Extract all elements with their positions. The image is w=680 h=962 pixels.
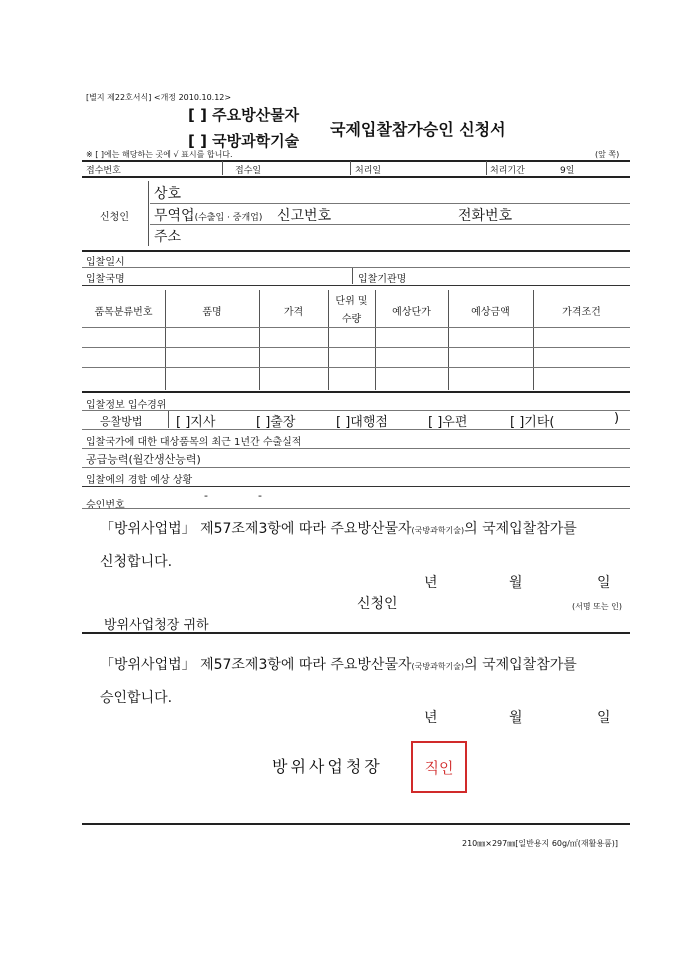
table-row [82, 347, 630, 348]
divider [222, 161, 223, 175]
divider [82, 632, 630, 634]
divider [82, 448, 630, 449]
report-number-field[interactable]: 신고번호 [277, 208, 332, 224]
approval-number-label: 승인번호 [86, 500, 125, 511]
page-side: (앞 쪽) [595, 150, 620, 159]
method-other-close: ) [614, 411, 620, 426]
divider [82, 429, 630, 430]
process-period-value: 9일 [560, 166, 575, 176]
competition-field[interactable]: 입찰에의 경합 예상 상황 [86, 475, 193, 486]
authority-name: 방위사업청장 [272, 757, 383, 776]
table-header-cell: 예상금액 [471, 307, 510, 318]
divider [350, 161, 351, 175]
approval-small-text: (국방과학기술) [411, 662, 465, 671]
process-period-label: 처리기간 [490, 166, 525, 176]
trade-sub-label: (수출입 · 중개업) [194, 213, 263, 223]
divider [82, 160, 630, 162]
divider [150, 224, 630, 225]
paper-spec: 210㎜×297㎜[일반용지 60g/㎡(재활용품)] [462, 839, 619, 848]
application-text-1: 「방위사업법」 제57조제3항에 따라 주요방산물자 [100, 521, 412, 537]
form-number: [별지 제22호서식] <개정 2010.10.12> [86, 93, 232, 102]
seal-label: 직인 [424, 758, 454, 777]
table-header-cell: 품명 [202, 307, 222, 318]
info-source-field[interactable]: 입찰정보 입수경위 [86, 400, 167, 411]
trade-field[interactable] [154, 205, 262, 225]
approval-year[interactable]: 년 [424, 710, 438, 726]
recipient-label: 방위사업청장 귀하 [104, 618, 209, 633]
application-day[interactable]: 일 [597, 575, 611, 591]
checkbox-note: ※ [ ]에는 해당하는 곳에 √ 표시를 합니다. [86, 150, 233, 159]
method-other-checkbox[interactable]: [ ]기타( [510, 415, 555, 430]
applicant-signature-label: 신청인 [357, 596, 398, 612]
table-header-cell: 가격조건 [562, 307, 601, 318]
method-mail-checkbox[interactable]: [ ]우편 [428, 415, 468, 430]
divider [82, 486, 630, 487]
receipt-date-label: 접수일 [235, 166, 262, 176]
bid-country-field[interactable]: 입찰국명 [86, 274, 125, 285]
export-record-field[interactable]: 입찰국가에 대한 대상품목의 최근 1년간 수출실적 [86, 437, 302, 448]
bid-method-label: 응찰방법 [100, 415, 143, 428]
bid-agency-field[interactable]: 입찰기관명 [358, 274, 407, 285]
method-agent-checkbox[interactable]: [ ]대행점 [336, 415, 388, 430]
method-business-trip-checkbox[interactable]: [ ]출장 [256, 415, 296, 430]
table-row [82, 367, 630, 368]
divider [352, 268, 353, 284]
divider [82, 823, 630, 825]
option-major-defense-item[interactable]: [ ] 주요방산물자 [188, 106, 300, 124]
divider [82, 285, 630, 286]
option-defense-technology[interactable]: [ ] 국방과학기술 [188, 132, 300, 150]
divider [168, 411, 169, 428]
divider [148, 181, 149, 246]
table-header-cell: 가격 [283, 307, 304, 318]
application-text-2: 의 국제입찰참가를 [464, 521, 577, 537]
approval-number-dash: - [204, 489, 208, 502]
table-row [82, 327, 630, 328]
approval-number-dash: - [258, 489, 262, 502]
approval-day[interactable]: 일 [597, 710, 611, 726]
approval-month[interactable]: 월 [509, 710, 523, 726]
divider [486, 161, 487, 175]
divider [150, 203, 630, 204]
divider [82, 391, 630, 393]
receipt-number-label: 접수번호 [86, 166, 121, 176]
application-statement [100, 518, 577, 538]
signature-note[interactable]: (서명 또는 인) [572, 602, 622, 611]
application-small-text: (국방과학기술) [411, 526, 465, 535]
process-date-label: 처리일 [355, 166, 382, 176]
approval-text-3: 승인합니다. [100, 690, 173, 706]
approval-statement [100, 654, 577, 674]
application-text-3: 신청합니다. [100, 554, 173, 570]
table-header-cell: 단위 및 수량 [335, 296, 368, 325]
approval-text-2: 의 국제입찰참가를 [464, 657, 577, 673]
bid-date-field[interactable]: 입찰일시 [86, 257, 125, 268]
application-month[interactable]: 월 [509, 575, 523, 591]
company-name-field[interactable]: 상호 [154, 186, 182, 202]
form-title: 국제입찰참가승인 신청서 [330, 120, 506, 139]
trade-label: 무역업 [154, 208, 195, 224]
divider [82, 467, 630, 468]
divider [82, 176, 630, 178]
approval-text-1: 「방위사업법」 제57조제3항에 따라 주요방산물자 [100, 657, 412, 673]
application-year[interactable]: 년 [424, 575, 438, 591]
method-branch-checkbox[interactable]: [ ]지사 [176, 415, 216, 430]
official-seal-box [411, 741, 467, 793]
phone-number-field[interactable]: 전화번호 [458, 208, 513, 224]
table-header-cell: 예상단가 [392, 307, 431, 318]
divider [82, 267, 630, 268]
supply-capacity-field[interactable]: 공급능력(월간생산능력) [86, 453, 201, 466]
table-header-cell: 품목분류번호 [94, 307, 153, 318]
applicant-label: 신청인 [100, 212, 129, 223]
divider [82, 250, 630, 252]
divider [82, 508, 630, 509]
address-field[interactable]: 주소 [154, 229, 182, 245]
